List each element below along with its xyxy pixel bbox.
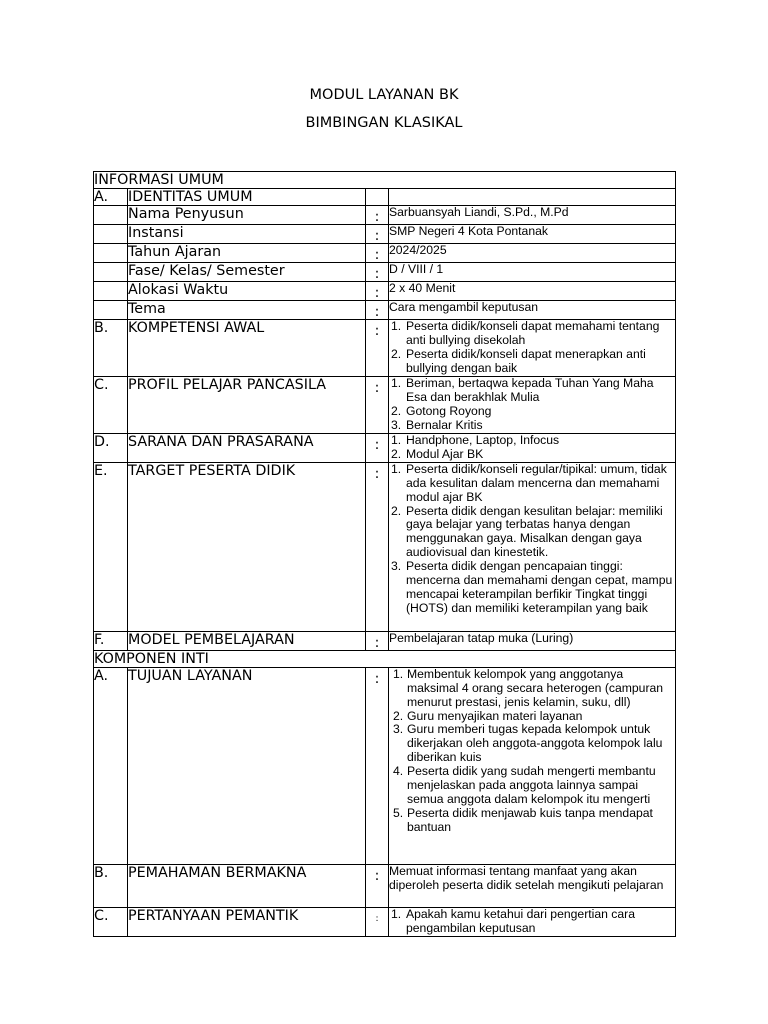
document-title: MODUL LAYANAN BK — [309, 87, 459, 103]
colon-separator: : — [374, 867, 380, 884]
row-identitas-umum — [94, 189, 676, 206]
row-label: Tema — [128, 301, 366, 320]
row-label: SARANA DAN PRASARANA — [128, 434, 366, 463]
row-value: D / VIII / 1 — [389, 263, 676, 282]
row-letter: F. — [94, 631, 128, 650]
section-heading: KOMPONEN INTI — [94, 650, 676, 667]
list-item: 2. Modul Ajar BK — [391, 446, 484, 461]
row-pemahaman-bermakna — [94, 864, 676, 907]
list-item: 4. Peserta didik yang sudah mengerti membantu menjelaskan pada anggota lainnya sampai semua anggota dalam kelompok itu mengerti — [393, 764, 656, 806]
row-letter: A. — [94, 667, 128, 864]
colon-separator: : — [374, 437, 380, 453]
colon-separator: : — [374, 285, 380, 301]
row-instansi — [94, 225, 676, 244]
module-table — [93, 171, 676, 937]
row-tahun-ajaran — [94, 244, 676, 263]
colon-separator: : — [374, 209, 380, 225]
row-profil-pelajar — [94, 377, 676, 434]
tujuan-list — [393, 668, 675, 835]
row-letter: C. — [94, 907, 128, 936]
list-item: 1. Handphone, Laptop, Infocus — [391, 433, 560, 447]
list-item: 3. Bernalar Kritis — [391, 417, 483, 432]
kompetensi-list — [389, 320, 675, 376]
row-tema — [94, 301, 676, 320]
list-item: 3. Peserta didik dengan pencapaian tinggi: mencerna dan memahami dengan cepat, mampu mencapai keterampilan berfikir Tingkat tinggi (HOTS) dan memiliki keterampilan yang baik — [391, 559, 673, 615]
row-label: IDENTITAS UMUM — [128, 189, 366, 206]
row-letter: B. — [94, 864, 128, 907]
list-item: 2. Peserta didik/konseli dapat menerapkan anti bullying dengan baik — [391, 346, 646, 375]
section-informasi-umum — [94, 172, 676, 189]
list-item: 1. Peserta didik/konseli dapat memahami tentang anti bullying disekolah — [391, 319, 660, 347]
colon-separator: : — [374, 266, 380, 282]
row-label: PERTANYAAN PEMANTIK — [128, 907, 366, 936]
row-label: PROFIL PELAJAR PANCASILA — [128, 377, 366, 434]
list-item: 2. Gotong Royong — [391, 403, 492, 418]
row-nama-penyusun — [94, 206, 676, 225]
row-letter: D. — [94, 434, 128, 463]
colon-separator: : — [374, 634, 380, 651]
row-kompetensi-awal — [94, 320, 676, 377]
list-item: 1. Peserta didik/konseli regular/tipikal: umum, tidak ada kesulitan dalam mencerna dan memahami modul ajar BK — [391, 461, 667, 504]
colon-separator: : — [374, 465, 380, 482]
list-item: 1. Membentuk kelompok yang anggotanya maksimal 4 orang secara heterogen (campuran menurut prestasi, jenis kelamin, suku, dll) — [393, 666, 664, 709]
row-label: TUJUAN LAYANAN — [128, 667, 366, 864]
row-value: Cara mengambil keputusan — [389, 301, 676, 320]
list-item: 1. Beriman, bertaqwa kepada Tuhan Yang Maha Esa dan berakhlak Mulia — [391, 376, 654, 404]
row-value: SMP Negeri 4 Kota Pontanak — [389, 225, 676, 244]
row-letter: E. — [94, 462, 128, 631]
colon-separator: : — [374, 323, 380, 339]
row-tujuan-layanan — [94, 667, 676, 864]
row-letter: B. — [94, 320, 128, 377]
target-list — [389, 463, 675, 616]
colon-separator: : — [374, 228, 380, 244]
list-item: 3. Guru memberi tugas kepada kelompok untuk dikerjakan oleh anggota-anggota kelompok lalu diberikan kuis — [393, 722, 663, 765]
row-label: PEMAHAMAN BERMAKNA — [128, 864, 366, 907]
colon-separator: : — [374, 304, 380, 320]
list-item: 2. Guru menyajikan materi layanan — [393, 708, 583, 723]
colon-separator: : — [374, 670, 380, 687]
row-pertanyaan-pemantik — [94, 907, 676, 936]
colon-separator: : — [374, 247, 380, 263]
row-model-pembelajaran — [94, 631, 676, 650]
row-label: Tahun Ajaran — [128, 244, 366, 263]
row-value: Pembelajaran tatap muka (Luring) — [389, 631, 676, 650]
section-komponen-inti — [94, 650, 676, 667]
profil-list — [389, 377, 675, 433]
row-alokasi-waktu — [94, 282, 676, 301]
list-item: 2. Peserta didik dengan kesulitan belajar: memiliki gaya belajar yang terbatas hanya dengan menggunakan gaya. Misalkan dengan gaya audiovisual dan kinestetik. — [391, 503, 663, 560]
document-subtitle: BIMBINGAN KLASIKAL — [305, 115, 463, 131]
pertanyaan-list — [389, 908, 675, 936]
row-label: KOMPETENSI AWAL — [128, 320, 366, 377]
row-sarana-prasarana — [94, 434, 676, 463]
colon-separator: : — [375, 913, 379, 924]
row-letter: A. — [94, 189, 128, 206]
sarana-list — [389, 434, 675, 462]
row-value: 2024/2025 — [389, 244, 676, 263]
row-target-peserta-didik — [94, 462, 676, 631]
list-item: 5. Peserta didik menjawab kuis tanpa mendapat bantuan — [393, 805, 653, 834]
row-label: MODEL PEMBELAJARAN — [128, 631, 366, 650]
colon-separator: : — [374, 380, 380, 396]
row-label: Alokasi Waktu — [128, 282, 366, 301]
row-value: Memuat informasi tentang manfaat yang akan diperoleh peserta didik setelah mengikuti pelajaran — [389, 864, 676, 907]
row-letter: C. — [94, 377, 128, 434]
section-heading: INFORMASI UMUM — [94, 172, 676, 189]
row-label: Instansi — [128, 225, 366, 244]
row-label: Nama Penyusun — [128, 206, 366, 225]
row-fase-kelas-semester — [94, 263, 676, 282]
list-item: 1. Apakah kamu ketahui dari pengertian cara pengambilan keputusan — [391, 906, 635, 935]
row-value: 2 x 40 Menit — [389, 282, 676, 301]
row-value: Sarbuansyah Liandi, S.Pd., M.Pd — [389, 206, 676, 225]
row-label: TARGET PESERTA DIDIK — [128, 462, 366, 631]
row-label: Fase/ Kelas/ Semester — [128, 263, 366, 282]
